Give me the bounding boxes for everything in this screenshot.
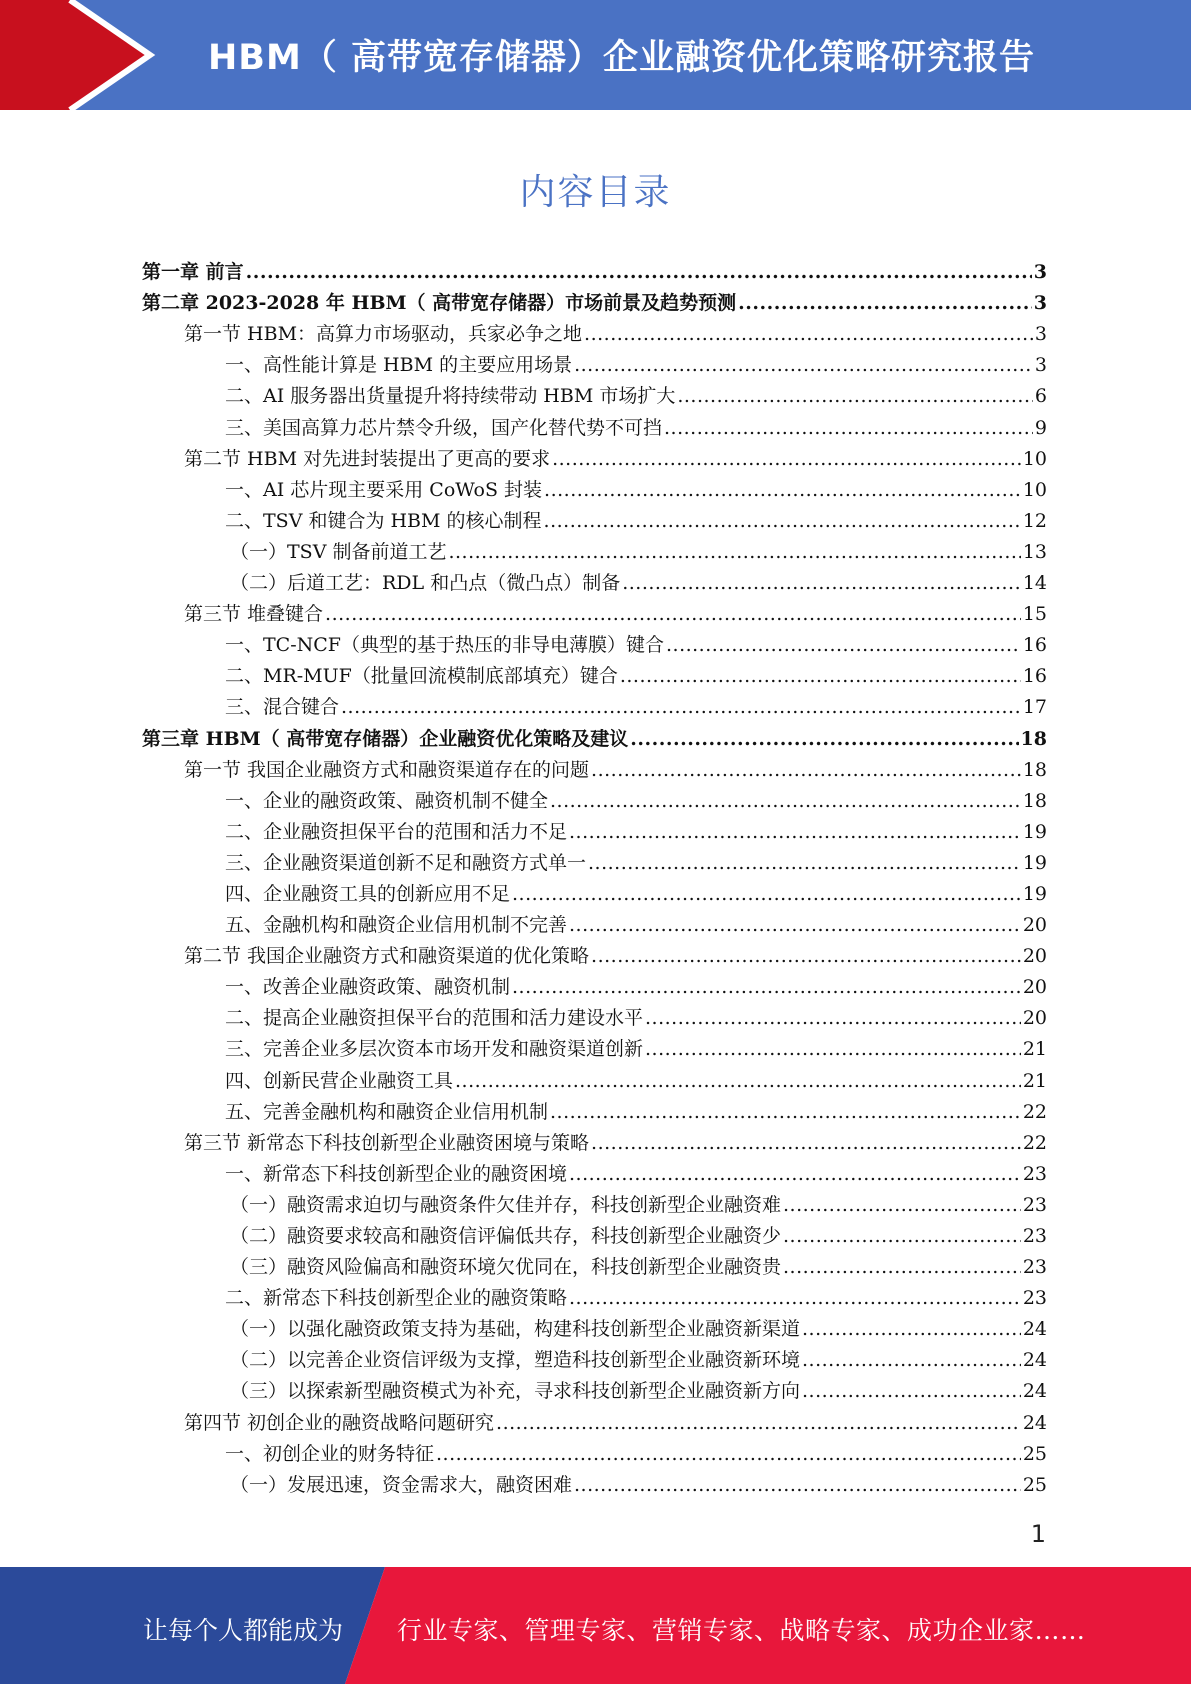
toc-entry[interactable] bbox=[142, 1466, 1047, 1497]
toc-leader-dots bbox=[645, 1006, 1021, 1030]
toc-entry-title: 一、初创企业的财务特征 bbox=[225, 1442, 435, 1465]
toc-entry-title: 第一章 前言 bbox=[142, 261, 244, 284]
toc-leader-dots bbox=[620, 664, 1021, 688]
toc-entry-title: 五、金融机构和融资企业信用机制不完善 bbox=[225, 914, 568, 937]
header-banner bbox=[0, 0, 1191, 110]
toc-entry-page: 18 bbox=[1020, 727, 1047, 750]
toc-leader-dots bbox=[512, 975, 1021, 999]
toc-entry[interactable] bbox=[142, 502, 1047, 533]
toc-entry-page: 3 bbox=[1033, 261, 1047, 284]
toc-entry-page: 18 bbox=[1022, 789, 1047, 812]
toc-leader-dots bbox=[783, 1255, 1021, 1279]
toc-leader-dots bbox=[591, 758, 1021, 782]
toc-leader-dots bbox=[588, 851, 1021, 875]
toc-leader-dots bbox=[802, 1317, 1021, 1341]
toc-leader-dots bbox=[738, 291, 1032, 315]
toc-entry[interactable] bbox=[142, 813, 1047, 844]
toc-entry[interactable] bbox=[142, 377, 1047, 408]
toc-entry[interactable] bbox=[142, 1341, 1047, 1372]
toc-entry-title: 四、企业融资工具的创新应用不足 bbox=[225, 882, 511, 905]
toc-entry[interactable] bbox=[142, 1186, 1047, 1217]
toc-entry-title: 第二节 我国企业融资方式和融资渠道的优化策略 bbox=[184, 945, 590, 968]
toc-entry-page: 13 bbox=[1022, 540, 1047, 563]
toc-entry-page: 20 bbox=[1022, 945, 1047, 968]
toc-entry[interactable] bbox=[142, 688, 1047, 719]
toc-entry-page: 23 bbox=[1022, 1256, 1047, 1279]
toc-leader-dots bbox=[550, 789, 1021, 813]
toc-entry-page: 10 bbox=[1022, 447, 1047, 470]
toc-leader-dots bbox=[802, 1348, 1021, 1372]
toc-heading: 内容目录 bbox=[519, 172, 672, 213]
toc-entry-title: 二、AI 服务器出货量提升将持续带动 HBM 市场扩大 bbox=[225, 385, 676, 408]
toc-entry-title: 第一节 HBM：高算力市场驱动，兵家必争之地 bbox=[184, 323, 583, 346]
toc-entry-page: 9 bbox=[1034, 416, 1047, 439]
toc-leader-dots bbox=[544, 478, 1021, 502]
toc-entry[interactable] bbox=[142, 937, 1047, 968]
toc-entry[interactable] bbox=[142, 346, 1047, 377]
toc-entry-page: 20 bbox=[1022, 1007, 1047, 1030]
toc-entry-title: 五、完善金融机构和融资企业信用机制 bbox=[225, 1100, 549, 1123]
toc-entry-title: 第二节 HBM 对先进封装提出了更高的要求 bbox=[184, 447, 551, 470]
toc-entry-page: 21 bbox=[1022, 1038, 1047, 1061]
toc-entry[interactable] bbox=[142, 1248, 1047, 1279]
toc-leader-dots bbox=[802, 1379, 1021, 1403]
toc-entry-title: 三、完善企业多层次资本市场开发和融资渠道创新 bbox=[225, 1038, 644, 1061]
toc-entry[interactable] bbox=[142, 999, 1047, 1030]
toc-entry[interactable] bbox=[142, 1093, 1047, 1124]
toc-entry-title: 三、企业融资渠道创新不足和融资方式单一 bbox=[225, 851, 587, 874]
toc-entry-title: （三）融资风险偏高和融资环境欠优同在，科技创新型企业融资贵 bbox=[230, 1256, 782, 1279]
toc-entry-page: 19 bbox=[1022, 820, 1047, 843]
toc-entry-title: 一、改善企业融资政策、融资机制 bbox=[225, 976, 511, 999]
toc-leader-dots bbox=[550, 1100, 1021, 1124]
toc-leader-dots bbox=[569, 1286, 1021, 1310]
toc-entry-title: 二、企业融资担保平台的范围和活力不足 bbox=[225, 820, 568, 843]
toc-entry[interactable] bbox=[142, 626, 1047, 657]
toc-entry-title: 第三节 堆叠键合 bbox=[184, 603, 324, 626]
toc-entry-page: 14 bbox=[1022, 572, 1047, 595]
toc-leader-dots bbox=[341, 695, 1021, 719]
toc-leader-dots bbox=[574, 1473, 1021, 1497]
toc-leader-dots bbox=[512, 882, 1021, 906]
report-title: HBM（ 高带宽存储器）企业融资优化策略研究报告 bbox=[208, 38, 1035, 78]
toc-entry-page: 25 bbox=[1022, 1473, 1047, 1496]
page-number: 1 bbox=[1030, 1520, 1046, 1548]
toc-entry-page: 22 bbox=[1022, 1131, 1047, 1154]
toc-entry[interactable] bbox=[142, 875, 1047, 906]
toc-leader-dots bbox=[325, 602, 1021, 626]
footer-banner bbox=[0, 1567, 1191, 1684]
toc-entry[interactable] bbox=[142, 1030, 1047, 1061]
toc-leader-dots bbox=[569, 913, 1021, 937]
toc-leader-dots bbox=[783, 1193, 1021, 1217]
toc-entry-page: 16 bbox=[1022, 665, 1047, 688]
toc-leader-dots bbox=[544, 509, 1021, 533]
toc-leader-dots bbox=[584, 322, 1033, 346]
toc-entry-title: 一、高性能计算是 HBM 的主要应用场景 bbox=[225, 354, 573, 377]
toc-entry-page: 22 bbox=[1022, 1100, 1047, 1123]
toc-entry[interactable] bbox=[142, 471, 1047, 502]
toc-entry[interactable] bbox=[142, 844, 1047, 875]
toc-entry-title: 二、MR-MUF（批量回流模制底部填充）键合 bbox=[225, 665, 618, 688]
toc-entry-page: 24 bbox=[1022, 1349, 1047, 1372]
toc-entry[interactable] bbox=[142, 782, 1047, 813]
toc-entry-page: 18 bbox=[1022, 758, 1047, 781]
toc-leader-dots bbox=[591, 944, 1021, 968]
toc-leader-dots bbox=[246, 260, 1032, 284]
toc-entry-page: 24 bbox=[1022, 1411, 1047, 1434]
toc-entry-title: （二）以完善企业资信评级为支撑，塑造科技创新型企业融资新环境 bbox=[230, 1349, 801, 1372]
toc-entry-page: 24 bbox=[1022, 1380, 1047, 1403]
toc-entry[interactable] bbox=[142, 1217, 1047, 1248]
toc-entry-page: 16 bbox=[1022, 634, 1047, 657]
toc-entry-title: （二）融资要求较高和融资信评偏低共存，科技创新型企业融资少 bbox=[230, 1225, 782, 1247]
toc-entry-page: 23 bbox=[1022, 1287, 1047, 1310]
toc-entry-page: 24 bbox=[1022, 1318, 1047, 1341]
footer-slogan: 让每个人都能成为 bbox=[143, 1616, 344, 1645]
toc-leader-dots bbox=[622, 571, 1021, 595]
toc-entry[interactable] bbox=[142, 1155, 1047, 1186]
toc-entry-page: 15 bbox=[1022, 603, 1047, 626]
toc-entry[interactable] bbox=[142, 284, 1047, 315]
toc-entry-title: 二、TSV 和键合为 HBM 的核心制程 bbox=[225, 509, 542, 532]
toc-entry[interactable] bbox=[142, 564, 1047, 595]
toc-leader-dots bbox=[569, 1162, 1021, 1186]
toc-leader-dots bbox=[630, 727, 1018, 751]
toc-entry[interactable] bbox=[142, 1124, 1047, 1155]
toc-entry-title: 四、创新民营企业融资工具 bbox=[225, 1069, 454, 1092]
toc-entry-page: 19 bbox=[1022, 882, 1047, 905]
toc-entry-page: 23 bbox=[1022, 1162, 1047, 1185]
toc-entry[interactable] bbox=[142, 315, 1047, 346]
toc-entry[interactable] bbox=[142, 1372, 1047, 1403]
toc-leader-dots bbox=[496, 1411, 1021, 1435]
toc-entry[interactable] bbox=[142, 1279, 1047, 1310]
toc-entry-title: （三）以探索新型融资模式为补充，寻求科技创新型企业融资新方向 bbox=[230, 1380, 801, 1403]
toc-entry-page: 17 bbox=[1022, 696, 1047, 719]
toc-entry[interactable] bbox=[142, 408, 1047, 439]
footer-roles: 行业专家、管理专家、营销专家、战略专家、成功企业家…… bbox=[397, 1616, 1086, 1645]
toc-entry[interactable] bbox=[142, 1403, 1047, 1434]
toc-entry-page: 20 bbox=[1022, 914, 1047, 937]
toc-entry-title: 一、TC-NCF（典型的基于热压的非导电薄膜）键合 bbox=[225, 634, 664, 657]
toc-leader-dots bbox=[666, 633, 1021, 657]
toc-entry-title: 三、美国高算力芯片禁令升级，国产化替代势不可挡 bbox=[225, 416, 663, 439]
toc-entry[interactable] bbox=[142, 751, 1047, 782]
toc-leader-dots bbox=[552, 447, 1021, 471]
toc-entry-title: （二）后道工艺：RDL 和凸点（微凸点）制备 bbox=[230, 572, 621, 595]
toc-entry[interactable] bbox=[142, 657, 1047, 688]
toc-entry-title: 第一节 我国企业融资方式和融资渠道存在的问题 bbox=[184, 758, 590, 781]
table-of-contents bbox=[142, 253, 1047, 1497]
toc-entry-page: 3 bbox=[1034, 323, 1047, 346]
toc-entry-page: 6 bbox=[1034, 385, 1047, 408]
toc-entry[interactable] bbox=[142, 1310, 1047, 1341]
toc-leader-dots bbox=[664, 416, 1033, 440]
toc-entry-title: （一）以强化融资政策支持为基础，构建科技创新型企业融资新渠道 bbox=[230, 1318, 801, 1341]
toc-entry[interactable] bbox=[142, 253, 1047, 284]
toc-entry[interactable] bbox=[142, 719, 1047, 750]
toc-entry[interactable] bbox=[142, 906, 1047, 937]
toc-entry[interactable] bbox=[142, 968, 1047, 999]
toc-entry-page: 19 bbox=[1022, 851, 1047, 874]
toc-entry-page: 20 bbox=[1022, 976, 1047, 999]
toc-leader-dots bbox=[448, 540, 1020, 564]
toc-entry-title: 三、混合键合 bbox=[225, 696, 340, 719]
toc-entry-title: （一）发展迅速，资金需求大，融资困难 bbox=[230, 1473, 573, 1496]
toc-entry[interactable] bbox=[142, 440, 1047, 471]
toc-leader-dots bbox=[574, 353, 1033, 377]
toc-entry-title: （一）融资需求迫切与融资条件欠佳并存，科技创新型企业融资难 bbox=[230, 1193, 782, 1216]
toc-leader-dots bbox=[645, 1037, 1021, 1061]
toc-entry[interactable] bbox=[142, 1435, 1047, 1466]
toc-entry-title: 第三章 HBM（ 高带宽存储器）企业融资优化策略及建议 bbox=[142, 727, 629, 750]
toc-entry-page: 23 bbox=[1022, 1193, 1047, 1216]
toc-leader-dots bbox=[436, 1442, 1021, 1466]
toc-entry-title: 二、新常态下科技创新型企业的融资策略 bbox=[225, 1287, 568, 1310]
toc-entry-page: 21 bbox=[1022, 1069, 1047, 1092]
toc-entry-title: 第三节 新常态下科技创新型企业融资困境与策略 bbox=[184, 1131, 590, 1154]
toc-leader-dots bbox=[569, 820, 1021, 844]
toc-entry[interactable] bbox=[142, 595, 1047, 626]
toc-entry-title: 第四节 初创企业的融资战略问题研究 bbox=[184, 1411, 495, 1434]
toc-leader-dots bbox=[783, 1224, 1021, 1248]
toc-entry[interactable] bbox=[142, 1061, 1047, 1092]
toc-entry-page: 23 bbox=[1022, 1225, 1047, 1247]
toc-entry-page: 12 bbox=[1022, 509, 1047, 532]
toc-entry-title: 第二章 2023-2028 年 HBM（ 高带宽存储器）市场前景及趋势预测 bbox=[142, 292, 737, 315]
toc-entry-page: 3 bbox=[1034, 354, 1047, 377]
toc-entry-page: 10 bbox=[1022, 478, 1047, 501]
toc-entry-title: 二、提高企业融资担保平台的范围和活力建设水平 bbox=[225, 1007, 644, 1030]
toc-leader-dots bbox=[455, 1069, 1021, 1093]
toc-entry[interactable] bbox=[142, 533, 1047, 564]
toc-entry-title: 一、AI 芯片现主要采用 CoWoS 封装 bbox=[225, 478, 543, 501]
toc-leader-dots bbox=[591, 1131, 1021, 1155]
toc-entry-title: 一、企业的融资政策、融资机制不健全 bbox=[225, 789, 549, 812]
toc-entry-page: 3 bbox=[1033, 292, 1047, 315]
toc-entry-title: （一）TSV 制备前道工艺 bbox=[230, 540, 447, 563]
toc-entry-page: 25 bbox=[1022, 1442, 1047, 1465]
toc-entry-title: 一、新常态下科技创新型企业的融资困境 bbox=[225, 1162, 568, 1185]
toc-leader-dots bbox=[677, 384, 1033, 408]
